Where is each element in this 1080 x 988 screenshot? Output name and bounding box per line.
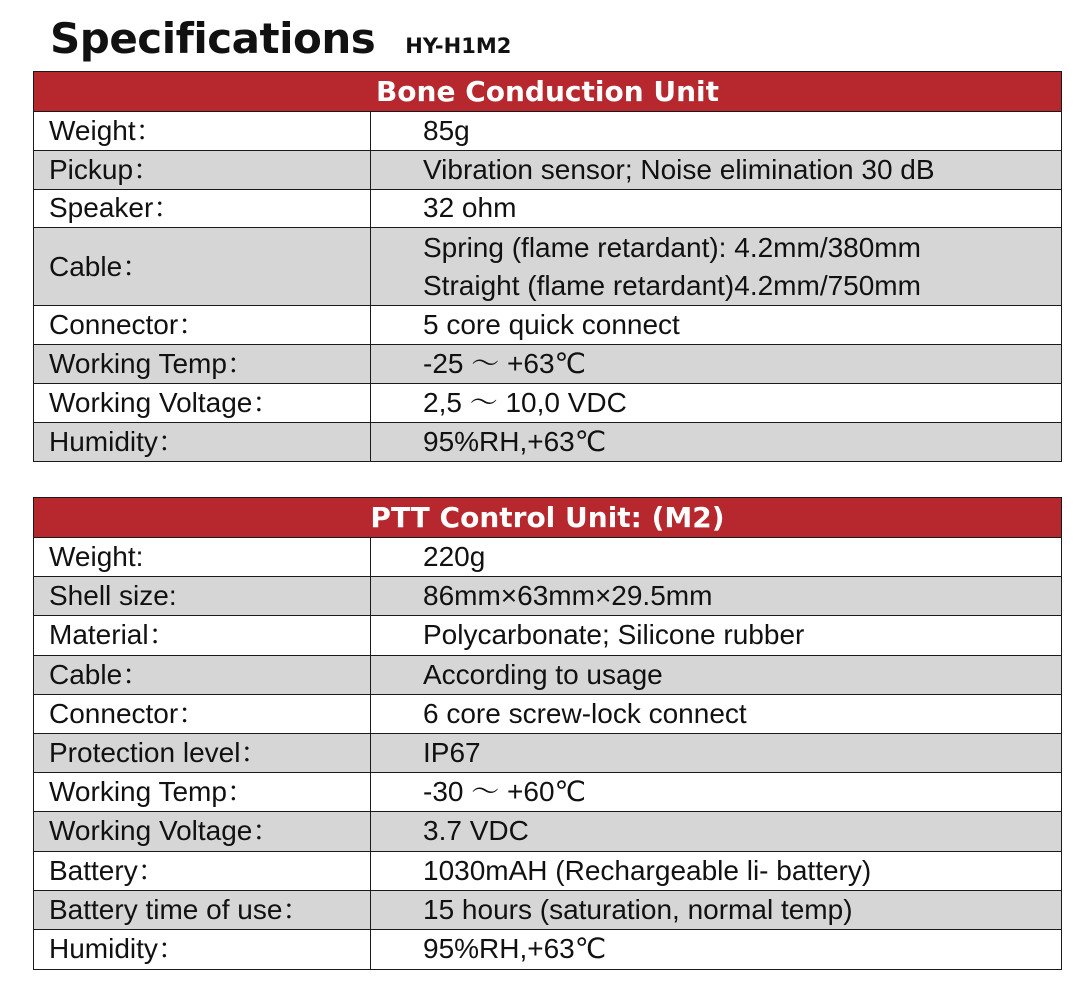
table-row: [34, 228, 1061, 306]
title-row: [50, 8, 511, 64]
table-row: [34, 151, 1061, 190]
value-line: According to usage: [423, 658, 663, 690]
row-label: Cable：: [34, 656, 371, 694]
table-row: [34, 423, 1061, 462]
value-line: Vibration sensor; Noise elimination 30 dB: [423, 153, 935, 185]
row-label: Humidity：: [34, 423, 371, 462]
row-label: Working Temp：: [34, 345, 371, 383]
value-line: 15 hours (saturation, normal temp): [423, 893, 853, 925]
table-row: [34, 930, 1061, 969]
row-value: [371, 656, 1061, 694]
value-line: 95%RH,+63℃: [423, 933, 607, 965]
table-row: [34, 656, 1061, 695]
value-line: -30 ～ +60℃: [423, 776, 586, 808]
page-title: Specifications: [50, 14, 376, 63]
value-line: 2,5 ～ 10,0 VDC: [423, 386, 627, 418]
row-value: [371, 228, 1061, 305]
row-label: Working Voltage：: [34, 812, 371, 850]
row-label: Battery：: [34, 852, 371, 890]
row-value: [371, 930, 1061, 969]
value-line: -25 ～ +63℃: [423, 347, 586, 379]
row-label: Shell size:: [34, 577, 371, 615]
row-label: Speaker：: [34, 190, 371, 228]
model-number: HY-H1M2: [405, 34, 512, 58]
table-row: [34, 577, 1061, 616]
row-value: [371, 423, 1061, 462]
row-value: [371, 112, 1061, 150]
row-label: Connector：: [34, 695, 371, 733]
row-label: Humidity：: [34, 930, 371, 969]
table-row: [34, 812, 1061, 851]
value-line: 3.7 VDC: [423, 815, 529, 847]
value-line: Polycarbonate; Silicone rubber: [423, 619, 805, 651]
table-row: [34, 112, 1061, 151]
table-row: [34, 891, 1061, 930]
row-value: [371, 151, 1061, 189]
value-line: 86mm×63mm×29.5mm: [423, 580, 713, 612]
value-line: 5 core quick connect: [423, 309, 680, 341]
value-line: 95%RH,+63℃: [423, 425, 607, 457]
table-row: [34, 345, 1061, 384]
row-value: [371, 812, 1061, 850]
row-label: Pickup：: [34, 151, 371, 189]
table-header: PTT Control Unit: (M2): [34, 498, 1061, 538]
value-line: 6 core screw-lock connect: [423, 697, 747, 729]
value-line: 32 ohm: [423, 192, 517, 224]
value-line: 220g: [423, 541, 486, 573]
row-value: [371, 773, 1061, 811]
value-line: Spring (flame retardant): 4.2mm/380mm: [423, 231, 921, 263]
row-label: Working Temp：: [34, 773, 371, 811]
row-label: Protection level：: [34, 734, 371, 772]
row-value: [371, 538, 1061, 576]
table-header: Bone Conduction Unit: [34, 72, 1061, 112]
table-row: [34, 190, 1061, 229]
table-row: [34, 538, 1061, 577]
row-label: Weight:: [34, 538, 371, 576]
value-line: Straight (flame retardant)4.2mm/750mm: [423, 269, 921, 301]
row-value: [371, 616, 1061, 654]
table-row: [34, 616, 1061, 655]
value-line: 85g: [423, 114, 470, 146]
value-line: IP67: [423, 737, 481, 769]
row-value: [371, 852, 1061, 890]
row-label: Material：: [34, 616, 371, 654]
row-label: Cable：: [34, 228, 371, 305]
table-row: [34, 773, 1061, 812]
row-value: [371, 891, 1061, 929]
row-value: [371, 734, 1061, 772]
row-value: [371, 190, 1061, 228]
value-line: 1030mAH (Rechargeable li- battery): [423, 854, 872, 886]
row-label: Connector：: [34, 306, 371, 344]
row-value: [371, 384, 1061, 422]
bone-conduction-table: [33, 71, 1062, 462]
row-label: Weight：: [34, 112, 371, 150]
table-row: [34, 695, 1061, 734]
row-label: Battery time of use：: [34, 891, 371, 929]
row-value: [371, 306, 1061, 344]
table-row: [34, 384, 1061, 423]
table-row: [34, 306, 1061, 345]
table-row: [34, 734, 1061, 773]
row-value: [371, 345, 1061, 383]
ptt-control-table: [33, 497, 1062, 970]
row-value: [371, 695, 1061, 733]
table-row: [34, 852, 1061, 891]
row-label: Working Voltage：: [34, 384, 371, 422]
row-value: [371, 577, 1061, 615]
